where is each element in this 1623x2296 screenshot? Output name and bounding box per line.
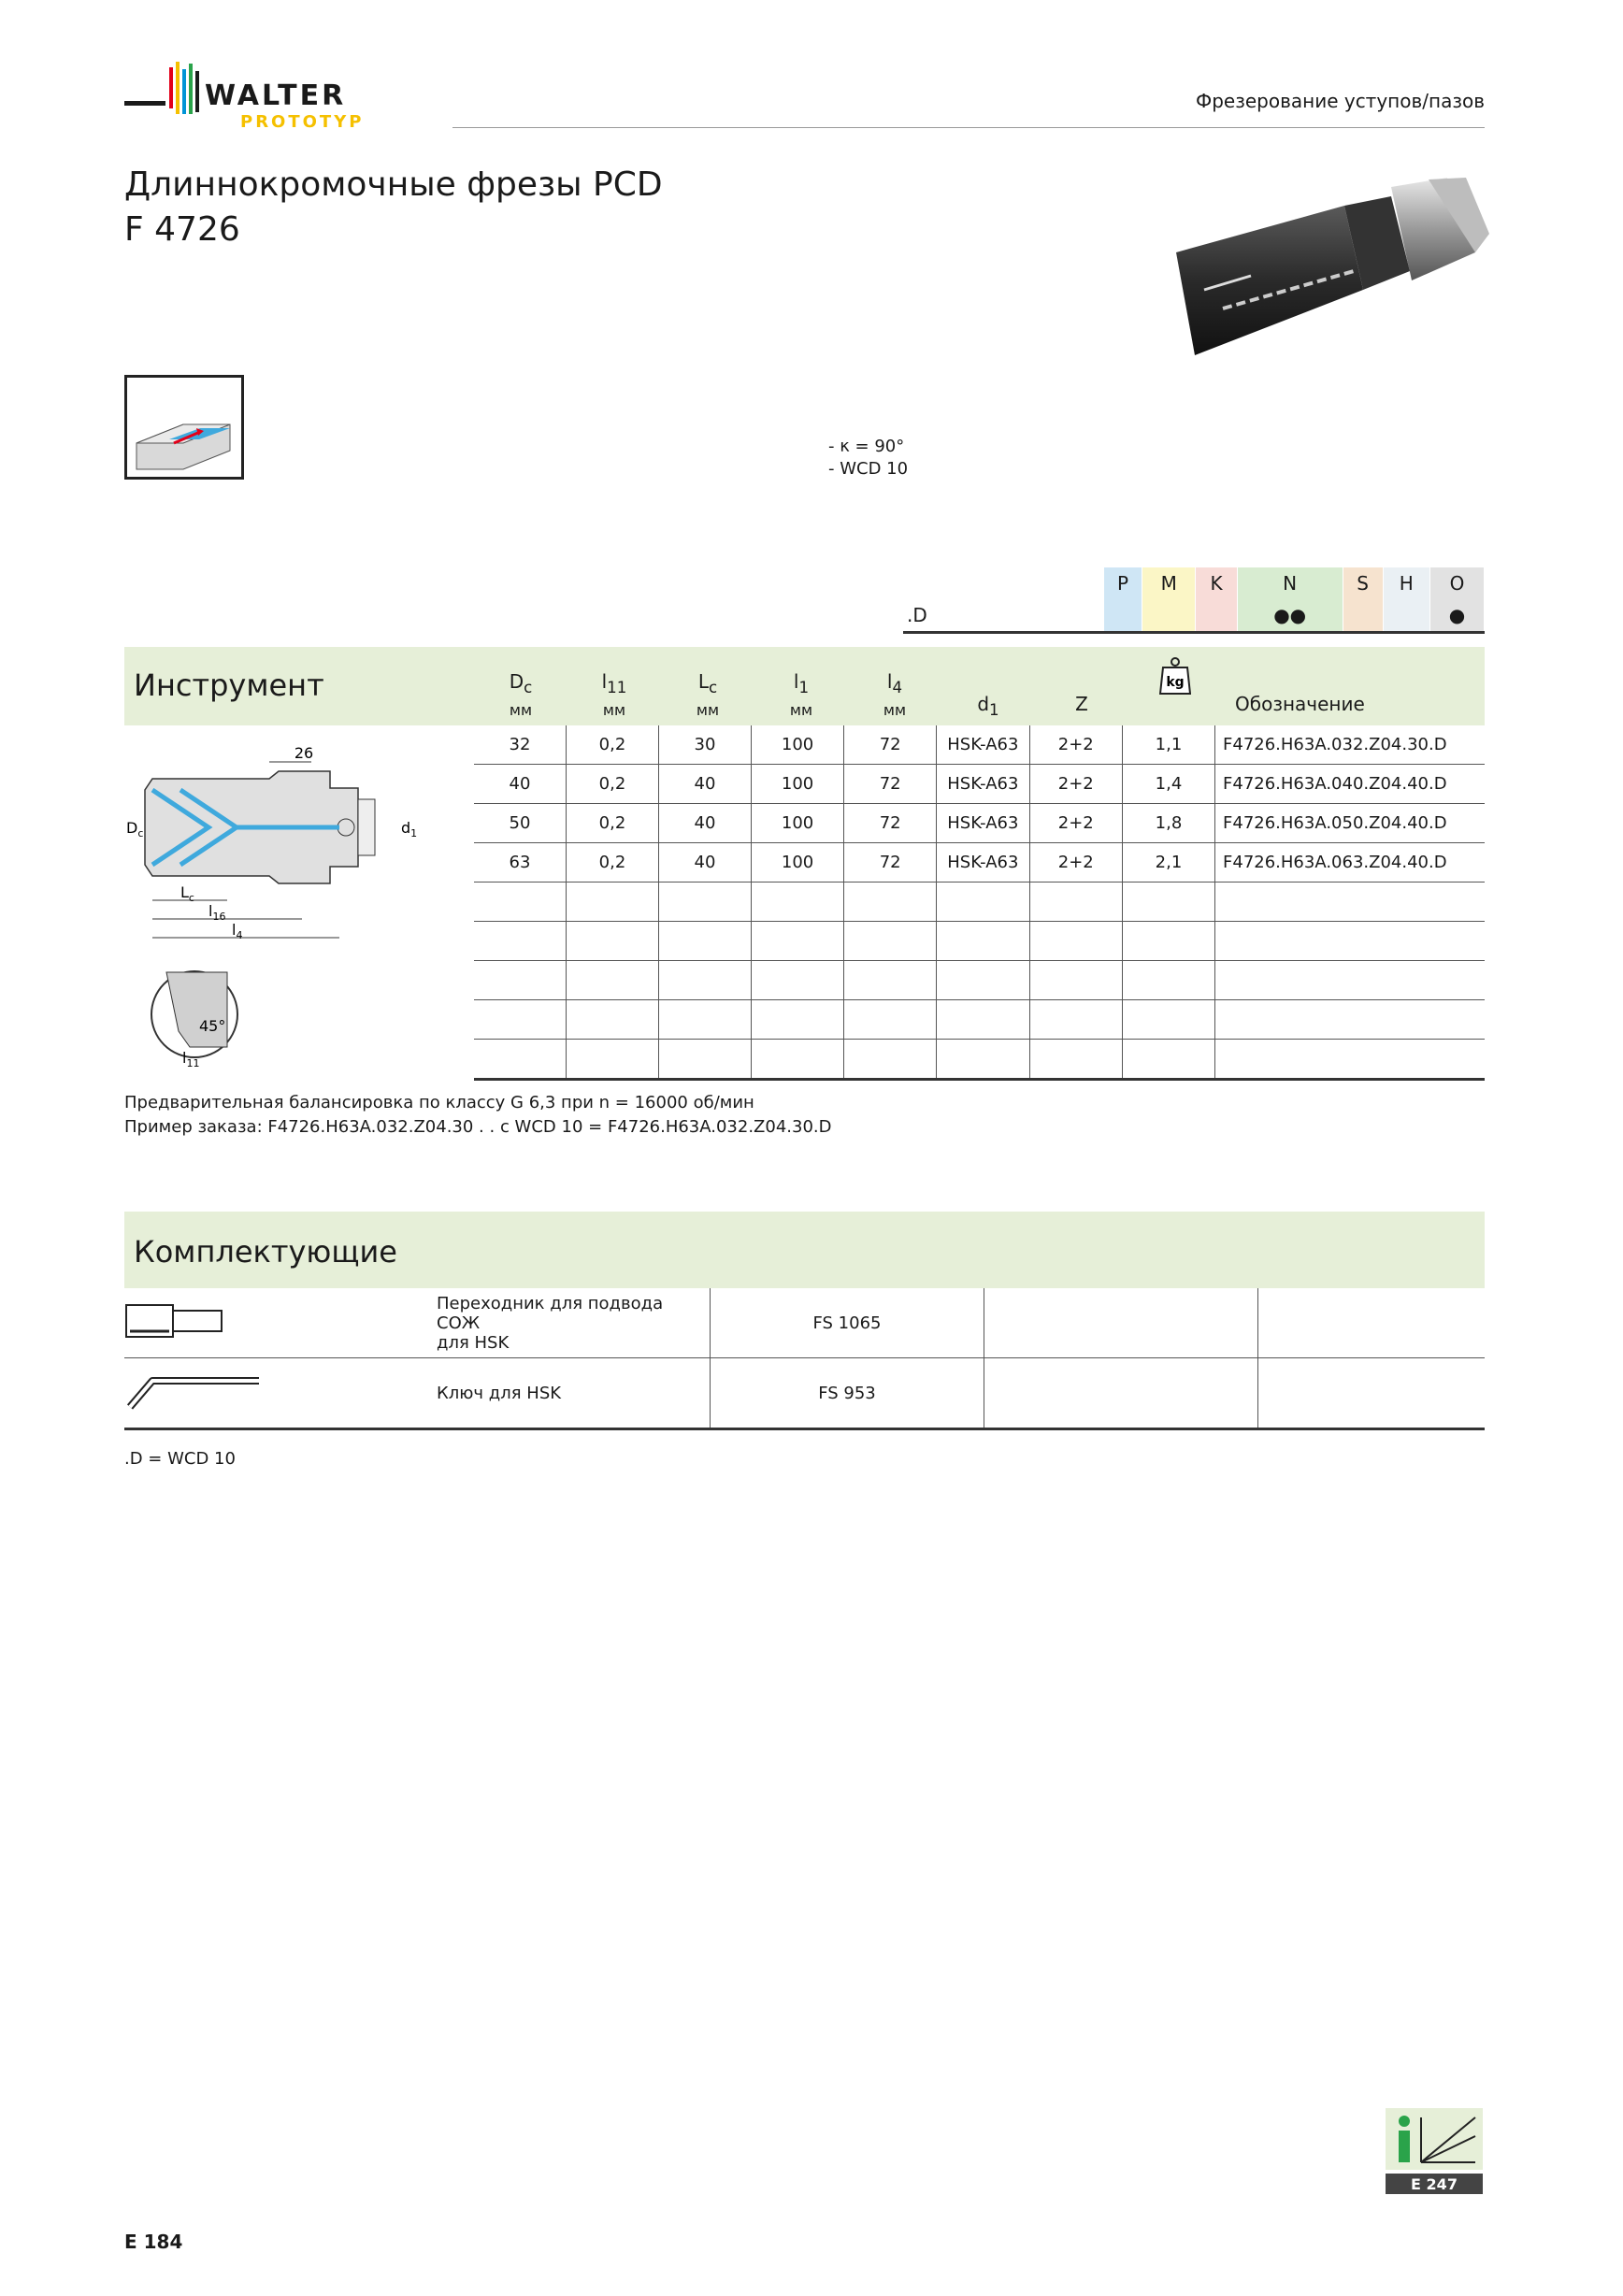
table-cell — [566, 1000, 658, 1040]
table-cell — [659, 961, 752, 1000]
table-cell: F4726.H63A.032.Z04.30.D — [1215, 725, 1485, 765]
table-row — [474, 1000, 1485, 1040]
svg-text:45°: 45° — [199, 1017, 226, 1035]
table-cell — [751, 883, 843, 922]
table-cell: 1,8 — [1122, 804, 1214, 843]
svg-text:kg: kg — [1166, 675, 1185, 690]
table-cell: 2,1 — [1122, 843, 1214, 883]
balancing-note: Предварительная балансировка по классу G 6,3 при n = 16000 об/мин — [124, 1093, 754, 1112]
tool-section-header — [124, 647, 1485, 725]
table-cell: 100 — [751, 725, 843, 765]
table-cell — [1029, 922, 1122, 961]
table-cell — [1215, 1040, 1485, 1080]
title-line-1: Длиннокромочные фрезы PCD — [124, 165, 663, 204]
table-cell — [751, 1000, 843, 1040]
page-title — [124, 163, 663, 252]
table-cell: 50 — [474, 804, 566, 843]
info-reference[interactable] — [1384, 2108, 1485, 2198]
svg-text:26: 26 — [294, 744, 314, 762]
table-cell — [1029, 1000, 1122, 1040]
table-cell — [1029, 1040, 1122, 1080]
material-N: N — [1237, 567, 1343, 599]
table-cell — [566, 883, 658, 922]
table-cell — [844, 922, 937, 961]
note-grade: - WCD 10 — [828, 459, 909, 479]
accessory-row — [124, 1288, 1485, 1358]
accessories-header — [124, 1212, 1485, 1288]
tool-notes-bottom — [124, 1091, 832, 1140]
table-cell: HSK-A63 — [937, 843, 1029, 883]
table-cell: 40 — [659, 804, 752, 843]
table-cell: 2+2 — [1029, 804, 1122, 843]
material-P: P — [1104, 567, 1142, 599]
table-cell — [1122, 922, 1214, 961]
table-cell: 40 — [474, 765, 566, 804]
table-cell: 40 — [659, 843, 752, 883]
mark-O: ● — [1429, 599, 1484, 633]
svg-text:l16: $l_{16}$ — [208, 902, 226, 923]
table-cell — [659, 883, 752, 922]
accessory-name: Ключ для HSK — [437, 1358, 711, 1429]
col-lc: $L_c$ мм — [696, 670, 720, 719]
table-cell — [474, 961, 566, 1000]
svg-text:d1: $d_1$ — [401, 819, 418, 839]
shoulder-milling-icon — [124, 375, 244, 480]
product-photo — [1167, 178, 1494, 355]
material-row-label: .D — [903, 599, 1104, 633]
col-l1: $l_1$ мм — [789, 670, 813, 719]
table-cell — [474, 883, 566, 922]
mark-K — [1196, 599, 1237, 633]
mark-S — [1343, 599, 1383, 633]
table-cell — [566, 961, 658, 1000]
table-row — [474, 843, 1485, 883]
table-row — [474, 804, 1485, 843]
table-cell: 100 — [751, 765, 843, 804]
material-O: O — [1429, 567, 1484, 599]
table-cell — [1122, 1040, 1214, 1080]
accessories-title: Комплектующие — [134, 1234, 397, 1270]
table-cell — [1215, 961, 1485, 1000]
weight-icon — [1159, 656, 1191, 696]
table-cell — [1029, 961, 1122, 1000]
table-cell: HSK-A63 — [937, 765, 1029, 804]
col-designation: Обозначение — [1235, 693, 1365, 715]
page-number: E 184 — [124, 2231, 183, 2253]
table-cell — [937, 922, 1029, 961]
material-table — [903, 567, 1485, 634]
mark-P — [1104, 599, 1142, 633]
mark-N: ●● — [1237, 599, 1343, 633]
table-cell — [751, 961, 843, 1000]
table-cell — [659, 1040, 752, 1080]
note-angle: - κ = 90° — [828, 437, 905, 456]
table-cell: 72 — [844, 843, 937, 883]
table-cell: 0,2 — [566, 843, 658, 883]
table-cell — [1029, 883, 1122, 922]
table-cell — [844, 1040, 937, 1080]
accessory-row — [124, 1358, 1485, 1429]
table-cell — [937, 1000, 1029, 1040]
table-cell: 100 — [751, 843, 843, 883]
table-cell: 30 — [659, 725, 752, 765]
table-cell: 1,1 — [1122, 725, 1214, 765]
col-dc: $D_c$ мм — [509, 670, 533, 719]
tool-notes — [828, 436, 908, 481]
col-l11: $l_{11}$ мм — [601, 670, 627, 719]
mark-H — [1383, 599, 1429, 633]
table-cell — [474, 922, 566, 961]
table-cell: 72 — [844, 804, 937, 843]
table-cell — [751, 922, 843, 961]
table-cell — [937, 961, 1029, 1000]
table-cell — [937, 1040, 1029, 1080]
table-row — [474, 883, 1485, 922]
table-cell — [1215, 883, 1485, 922]
table-cell: 32 — [474, 725, 566, 765]
col-weight — [1128, 656, 1222, 699]
table-cell — [1122, 1000, 1214, 1040]
table-cell: 0,2 — [566, 765, 658, 804]
table-cell: 2+2 — [1029, 725, 1122, 765]
svg-text:l4: $l_4$ — [232, 921, 243, 941]
table-cell: F4726.H63A.063.Z04.40.D — [1215, 843, 1485, 883]
table-row — [474, 922, 1485, 961]
accessory-code: FS 953 — [711, 1358, 984, 1429]
table-cell: 2+2 — [1029, 765, 1122, 804]
table-cell: F4726.H63A.040.Z04.40.D — [1215, 765, 1485, 804]
table-cell: F4726.H63A.050.Z04.40.D — [1215, 804, 1485, 843]
table-cell: 2+2 — [1029, 843, 1122, 883]
table-cell — [844, 1000, 937, 1040]
accessories-table — [124, 1288, 1485, 1430]
table-cell: 72 — [844, 725, 937, 765]
svg-text:PROTOTYP: PROTOTYP — [240, 112, 365, 132]
mark-M — [1142, 599, 1196, 633]
hex-key-icon — [124, 1368, 265, 1414]
coolant-adapter-icon — [124, 1298, 227, 1344]
table-cell: 63 — [474, 843, 566, 883]
table-cell: 1,4 — [1122, 765, 1214, 804]
table-cell: 0,2 — [566, 804, 658, 843]
table-cell — [566, 922, 658, 961]
table-cell: HSK-A63 — [937, 725, 1029, 765]
material-suitability-row — [903, 599, 1485, 633]
accessory-name: Переходник для подвода СОЖ для HSK — [437, 1288, 711, 1358]
col-d1: $d_1$ — [977, 693, 999, 719]
material-K: K — [1196, 567, 1237, 599]
table-cell: 40 — [659, 765, 752, 804]
table-row — [474, 725, 1485, 765]
table-cell — [1122, 883, 1214, 922]
table-cell: HSK-A63 — [937, 804, 1029, 843]
table-cell — [474, 1040, 566, 1080]
table-cell — [659, 922, 752, 961]
table-cell — [844, 961, 937, 1000]
table-cell — [937, 883, 1029, 922]
table-cell: 100 — [751, 804, 843, 843]
table-cell — [1215, 1000, 1485, 1040]
col-l4: $l_4$ мм — [883, 670, 907, 719]
table-cell: 0,2 — [566, 725, 658, 765]
svg-text:WALTER: WALTER — [205, 79, 347, 112]
tool-drawing — [124, 734, 433, 1070]
table-row — [474, 765, 1485, 804]
table-cell — [566, 1040, 658, 1080]
table-row — [474, 1040, 1485, 1080]
table-cell — [474, 1000, 566, 1040]
table-cell: 72 — [844, 765, 937, 804]
table-cell — [1122, 961, 1214, 1000]
material-S: S — [1343, 567, 1383, 599]
tool-table — [474, 725, 1485, 1081]
table-cell — [659, 1000, 752, 1040]
table-cell — [844, 883, 937, 922]
section-header: Фрезерование уступов/пазов — [1195, 90, 1485, 112]
grade-footnote: .D = WCD 10 — [124, 1449, 236, 1469]
material-H: H — [1383, 567, 1429, 599]
material-header-row — [903, 567, 1485, 599]
svg-text:l11: $l_{11}$ — [182, 1049, 200, 1069]
title-line-2: F 4726 — [124, 210, 240, 249]
col-z: Z — [1075, 693, 1088, 715]
table-cell — [1215, 922, 1485, 961]
svg-text:Dc: $D_c$ — [126, 819, 144, 839]
table-cell — [751, 1040, 843, 1080]
header-rule — [452, 127, 1485, 128]
walter-prototyp-logo — [124, 60, 405, 135]
svg-text:Lc: $L_c$ — [180, 883, 194, 904]
table-row — [474, 961, 1485, 1000]
tool-section-title: Инструмент — [134, 667, 324, 703]
material-M: M — [1142, 567, 1196, 599]
svg-text:E 247: E 247 — [1411, 2175, 1458, 2193]
order-example: Пример заказа: F4726.H63A.032.Z04.30 . . с WCD 10 = F4726.H63A.032.Z04.30.D — [124, 1117, 832, 1137]
accessory-code: FS 1065 — [711, 1288, 984, 1358]
